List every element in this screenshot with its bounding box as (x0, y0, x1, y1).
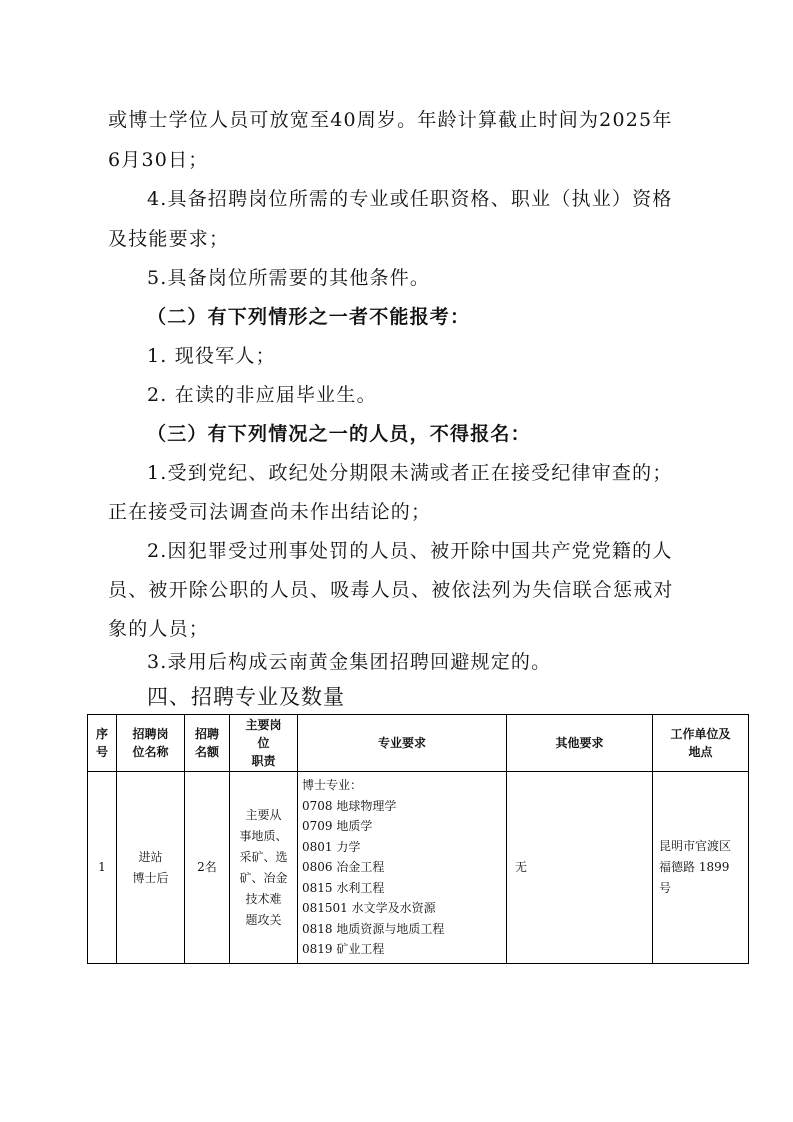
major-item: 0801 力学 (302, 839, 361, 854)
major-item: 0819 矿业工程 (302, 942, 385, 957)
header-seq: 序 号 (88, 715, 117, 772)
header-major: 专业要求 (298, 715, 507, 772)
major-item: 0708 地球物理学 (302, 798, 397, 813)
cell-seq: 1 (88, 772, 117, 964)
cell-other: 无 (507, 772, 653, 964)
paragraph-line: 2.因犯罪受过刑事处罚的人员、被开除中国共产党党籍的人 (147, 540, 673, 562)
subheading-2: （二）有下列情形之一者不能报考： (147, 306, 471, 328)
cell-quota: 2名 (185, 772, 230, 964)
header-quota: 招聘 名额 (185, 715, 230, 772)
list-item: 2. 在读的非应届毕业生。 (147, 384, 377, 406)
major-item: 0815 水利工程 (302, 880, 385, 895)
recruitment-table (87, 714, 749, 964)
paragraph-line: 6月30日； (108, 149, 209, 171)
paragraph-line: 象的人员； (108, 618, 210, 640)
subheading-3: （三）有下列情况之一的人员，不得报名： (147, 423, 531, 445)
major-item: 0818 地质资源与地质工程 (302, 921, 445, 936)
header-location: 工作单位及 地点 (653, 715, 749, 772)
header-position-name: 招聘岗 位名称 (117, 715, 185, 772)
list-item: 1. 现役军人； (147, 345, 276, 367)
paragraph-line: 或博士学位人员可放宽至40周岁。年龄计算截止时间为2025年 (108, 109, 673, 131)
paragraph-line: 及技能要求； (108, 228, 230, 250)
major-item: 博士专业： (302, 778, 363, 793)
cell-majors (298, 772, 507, 964)
major-item: 0806 冶金工程 (302, 860, 385, 875)
cell-location: 昆明市官渡区 福德路 1899 号 (653, 772, 749, 964)
header-other: 其他要求 (507, 715, 653, 772)
section-heading: 四、招聘专业及数量 (147, 685, 345, 709)
table-header-row (88, 715, 749, 772)
paragraph-line: 1.受到党纪、政纪处分期限未满或者正在接受纪律审查的； (147, 462, 673, 484)
paragraph-line: 员、被开除公职的人员、吸毒人员、被依法列为失信联合惩戒对 (108, 579, 674, 601)
header-duty: 主要岗 位 职责 (230, 715, 298, 772)
paragraph-line: 正在接受司法调查尚未作出结论的； (108, 501, 432, 523)
cell-duty: 主要从 事地质、 采矿、选 矿、冶金 技术难 题攻关 (230, 772, 298, 964)
cell-position-name: 进站 博士后 (117, 772, 185, 964)
paragraph-line: 3.录用后构成云南黄金集团招聘回避规定的。 (147, 651, 552, 673)
major-item: 081501 水文学及水资源 (302, 901, 436, 916)
paragraph-line: 4.具备招聘岗位所需的专业或任职资格、职业（执业）资格 (147, 188, 673, 210)
major-item: 0709 地质学 (302, 819, 373, 834)
table-row (88, 772, 749, 964)
paragraph-line: 5.具备岗位所需要的其他条件。 (147, 267, 431, 289)
